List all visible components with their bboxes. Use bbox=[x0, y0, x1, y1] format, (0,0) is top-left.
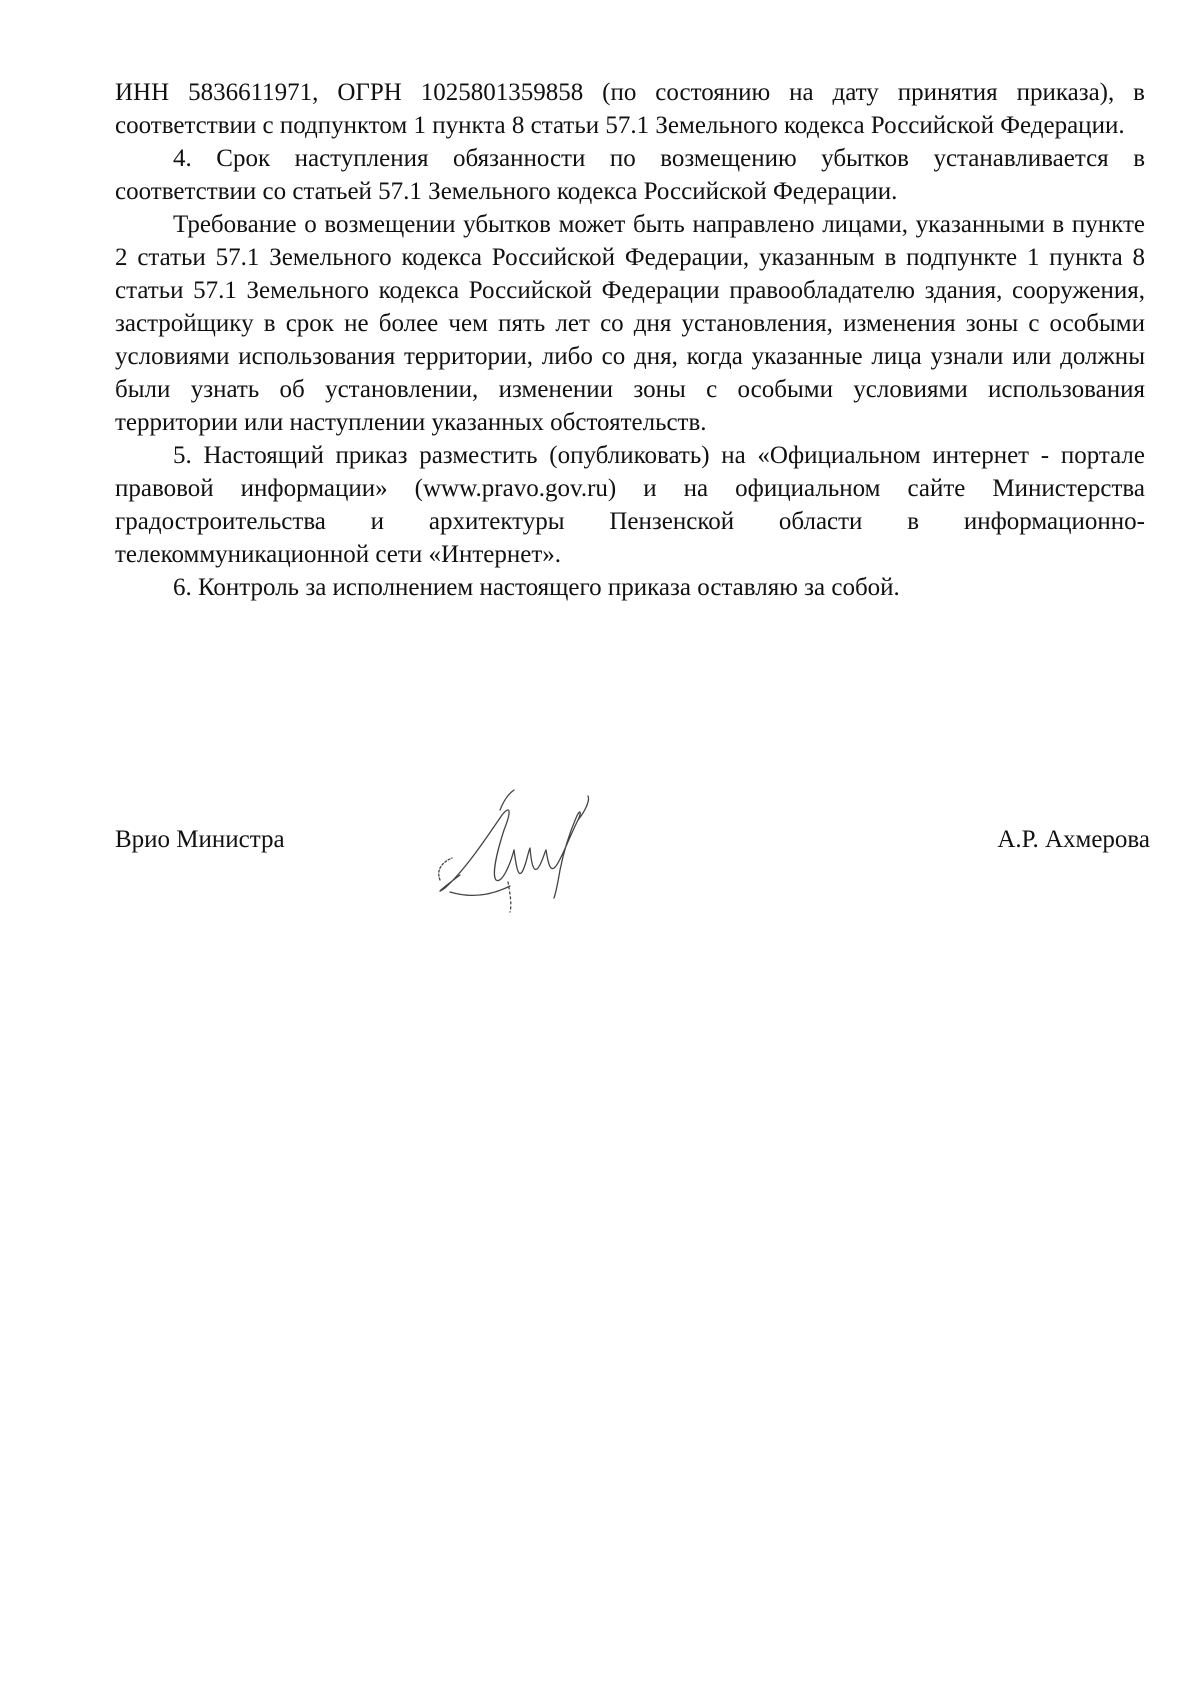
paragraph-compensation-claim: Требование о возмещении убытков может быть направлено лицами, указанными в пункте 2 статьи 57.1 Земельного кодекса Российской Федерации, указанным в подпункте 1 пункта 8 статьи 57.1 Земельного кодекса Российской Федерации правообладателю здания, сооружения, застройщику в срок не более чем пять лет со дня установления, изменения зоны с особыми условиями использования территории, либо со дня, когда указанные лица узнали или должны были узнать об установлении, изменении зоны с особыми условиями использования территории или наступлении указанных обстоятельств. bbox=[115, 211, 1145, 436]
document-body bbox=[115, 76, 1145, 604]
signer-name: А.Р. Ахмерова bbox=[997, 826, 1150, 853]
paragraph-item-6: 6. Контроль за исполнением настоящего приказа оставляю за собой. bbox=[173, 574, 900, 601]
handwritten-signature-icon bbox=[430, 770, 620, 920]
paragraph-item-4: 4. Срок наступления обязанности по возмещению убытков устанавливается в соответствии со статьей 57.1 Земельного кодекса Российской Федерации. bbox=[115, 145, 1145, 205]
paragraph-item-5: 5. Настоящий приказ разместить (опубликовать) на «Официальном интернет - портале правовой информации» (www.pravo.gov.ru) и на официальном сайте Министерства градостроительства и архитектуры Пензенской области в информационно-телекоммуникационной сети «Интернет». bbox=[115, 442, 1145, 568]
signer-position: Врио Министра bbox=[115, 826, 285, 853]
signature-block bbox=[115, 826, 1150, 886]
paragraph-inn-ogrn: ИНН 5836611971, ОГРН 1025801359858 (по состоянию на дату принятия приказа), в соответствии с подпунктом 1 пункта 8 статьи 57.1 Земельного кодекса Российской Федерации. bbox=[115, 79, 1145, 139]
